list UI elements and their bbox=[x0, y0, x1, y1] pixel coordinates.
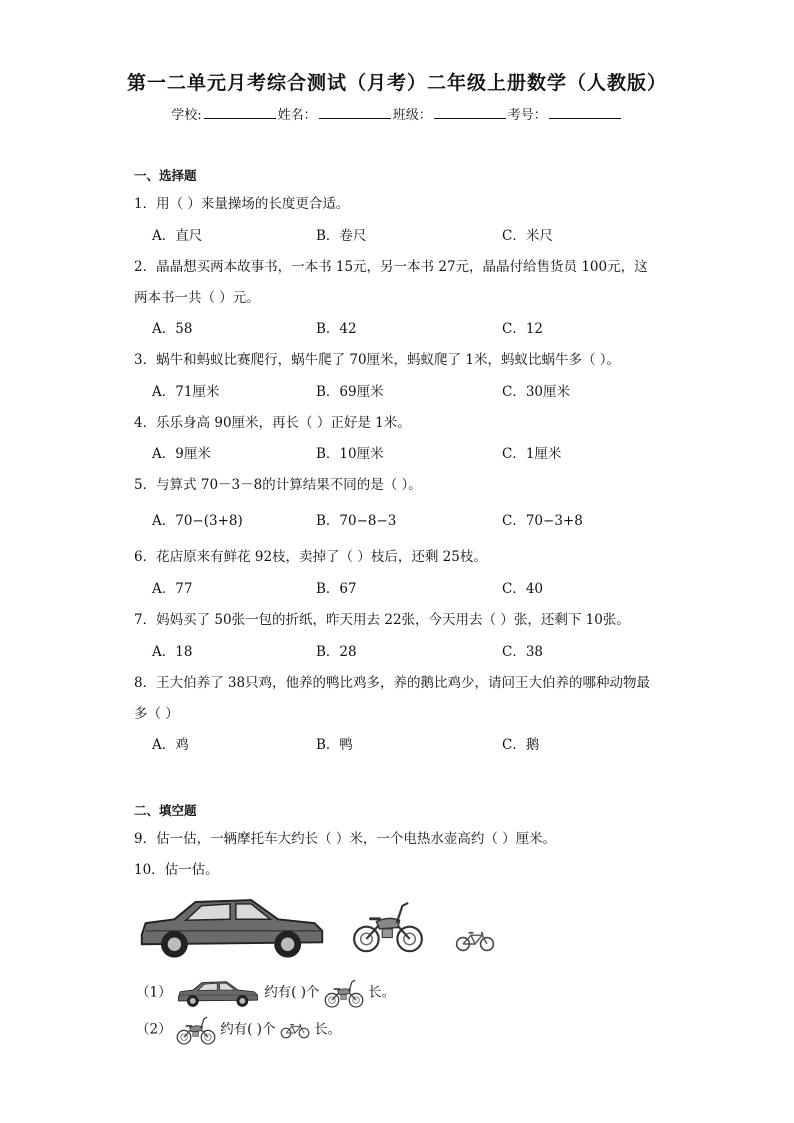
number-label: 考号： bbox=[507, 108, 547, 123]
option-a[interactable]: A．77 bbox=[152, 581, 193, 597]
question-8-line-2: 多（ ） bbox=[134, 706, 179, 722]
sub-question-1-number: （1） bbox=[136, 984, 172, 1001]
bicycle-icon bbox=[455, 928, 495, 952]
option-c[interactable]: C．30厘米 bbox=[502, 384, 571, 400]
motorcycle-icon bbox=[352, 896, 424, 956]
motorcycle-icon bbox=[324, 976, 364, 1010]
sub-question-2-end: 长。 bbox=[314, 1021, 342, 1038]
student-info-line bbox=[0, 104, 794, 123]
sub-question-2-number: （2） bbox=[136, 1021, 172, 1038]
motorcycle-icon bbox=[176, 1012, 216, 1048]
option-b[interactable]: B．67 bbox=[316, 581, 357, 597]
sub-question-1 bbox=[136, 976, 395, 1010]
sub-question-1-text: 约有( )个 bbox=[264, 984, 320, 1001]
option-a[interactable]: A．70−(3+8) bbox=[152, 513, 243, 529]
sub-question-2-text: 约有( )个 bbox=[220, 1021, 276, 1038]
car-icon bbox=[136, 892, 328, 960]
bicycle-icon bbox=[280, 1021, 310, 1039]
option-b[interactable]: B．卷尺 bbox=[316, 228, 367, 244]
option-c[interactable]: C．70−3+8 bbox=[502, 513, 583, 529]
school-label: 学校: bbox=[171, 108, 202, 123]
question-1: 1．用（ ）来量操场的长度更合适。 bbox=[134, 196, 350, 212]
option-b[interactable]: B．10厘米 bbox=[316, 446, 384, 462]
option-b[interactable]: B．鸭 bbox=[316, 737, 353, 753]
option-a[interactable]: A．直尺 bbox=[152, 228, 203, 244]
page-title: 第一二单元月考综合测试（月考）二年级上册数学（人教版） bbox=[126, 72, 667, 94]
class-label: 班级： bbox=[392, 108, 432, 123]
number-blank[interactable] bbox=[549, 106, 621, 119]
question-2-line-2: 两本书一共（ ）元。 bbox=[134, 290, 260, 306]
option-a[interactable]: A．9厘米 bbox=[152, 446, 211, 462]
question-8: 8．王大伯养了 38只鸡，他养的鸭比鸡多，养的鹅比鸡少，请问王大伯养的哪种动物最 bbox=[134, 675, 651, 691]
school-blank[interactable] bbox=[204, 106, 276, 119]
option-a[interactable]: A．58 bbox=[152, 321, 193, 337]
option-c[interactable]: C．鹅 bbox=[502, 737, 540, 753]
option-b[interactable]: B．70−8−3 bbox=[316, 513, 397, 529]
option-a[interactable]: A．18 bbox=[152, 644, 193, 660]
option-a[interactable]: A．71厘米 bbox=[152, 384, 220, 400]
class-blank[interactable] bbox=[434, 106, 506, 119]
section-heading-choice: 一、选择题 bbox=[134, 168, 197, 183]
question-6: 6．花店原来有鲜花 92枝，卖掉了（ ）枝后，还剩 25枝。 bbox=[134, 549, 487, 565]
option-a[interactable]: A．鸡 bbox=[152, 737, 189, 753]
option-c[interactable]: C．米尺 bbox=[502, 228, 553, 244]
option-b[interactable]: B．42 bbox=[316, 321, 357, 337]
option-c[interactable]: C．12 bbox=[502, 321, 544, 337]
question-2: 2．晶晶想买两本故事书，一本书 15元，另一本书 27元，晶晶付给售货员 100元，这 bbox=[134, 259, 648, 275]
name-label: 姓名： bbox=[277, 108, 317, 123]
car-icon bbox=[176, 978, 260, 1008]
option-b[interactable]: B．69厘米 bbox=[316, 384, 384, 400]
option-c[interactable]: C．38 bbox=[502, 644, 544, 660]
question-10: 10．估一估。 bbox=[134, 862, 219, 878]
name-blank[interactable] bbox=[319, 106, 391, 119]
sub-question-1-end: 长。 bbox=[368, 984, 396, 1001]
sub-question-2 bbox=[136, 1012, 341, 1048]
option-b[interactable]: B．28 bbox=[316, 644, 357, 660]
question-5: 5．与算式 70－3－8的计算结果不同的是（ ）。 bbox=[134, 477, 422, 493]
question-9: 9．估一估，一辆摩托车大约长（ ）米，一个电热水壶高约（ ）厘米。 bbox=[134, 831, 557, 847]
question-4: 4．乐乐身高 90厘米，再长（ ）正好是 1米。 bbox=[134, 415, 411, 431]
option-c[interactable]: C．1厘米 bbox=[502, 446, 562, 462]
section-heading-fill: 二、填空题 bbox=[134, 803, 197, 818]
question-7: 7．妈妈买了 50张一包的折纸，昨天用去 22张，今天用去（ ）张，还剩下 10张。 bbox=[134, 612, 630, 628]
question-3: 3．蜗牛和蚂蚁比赛爬行，蜗牛爬了 70厘米，蚂蚁爬了 1米，蚂蚁比蜗牛多（ ）。 bbox=[134, 352, 620, 368]
option-c[interactable]: C．40 bbox=[502, 581, 544, 597]
